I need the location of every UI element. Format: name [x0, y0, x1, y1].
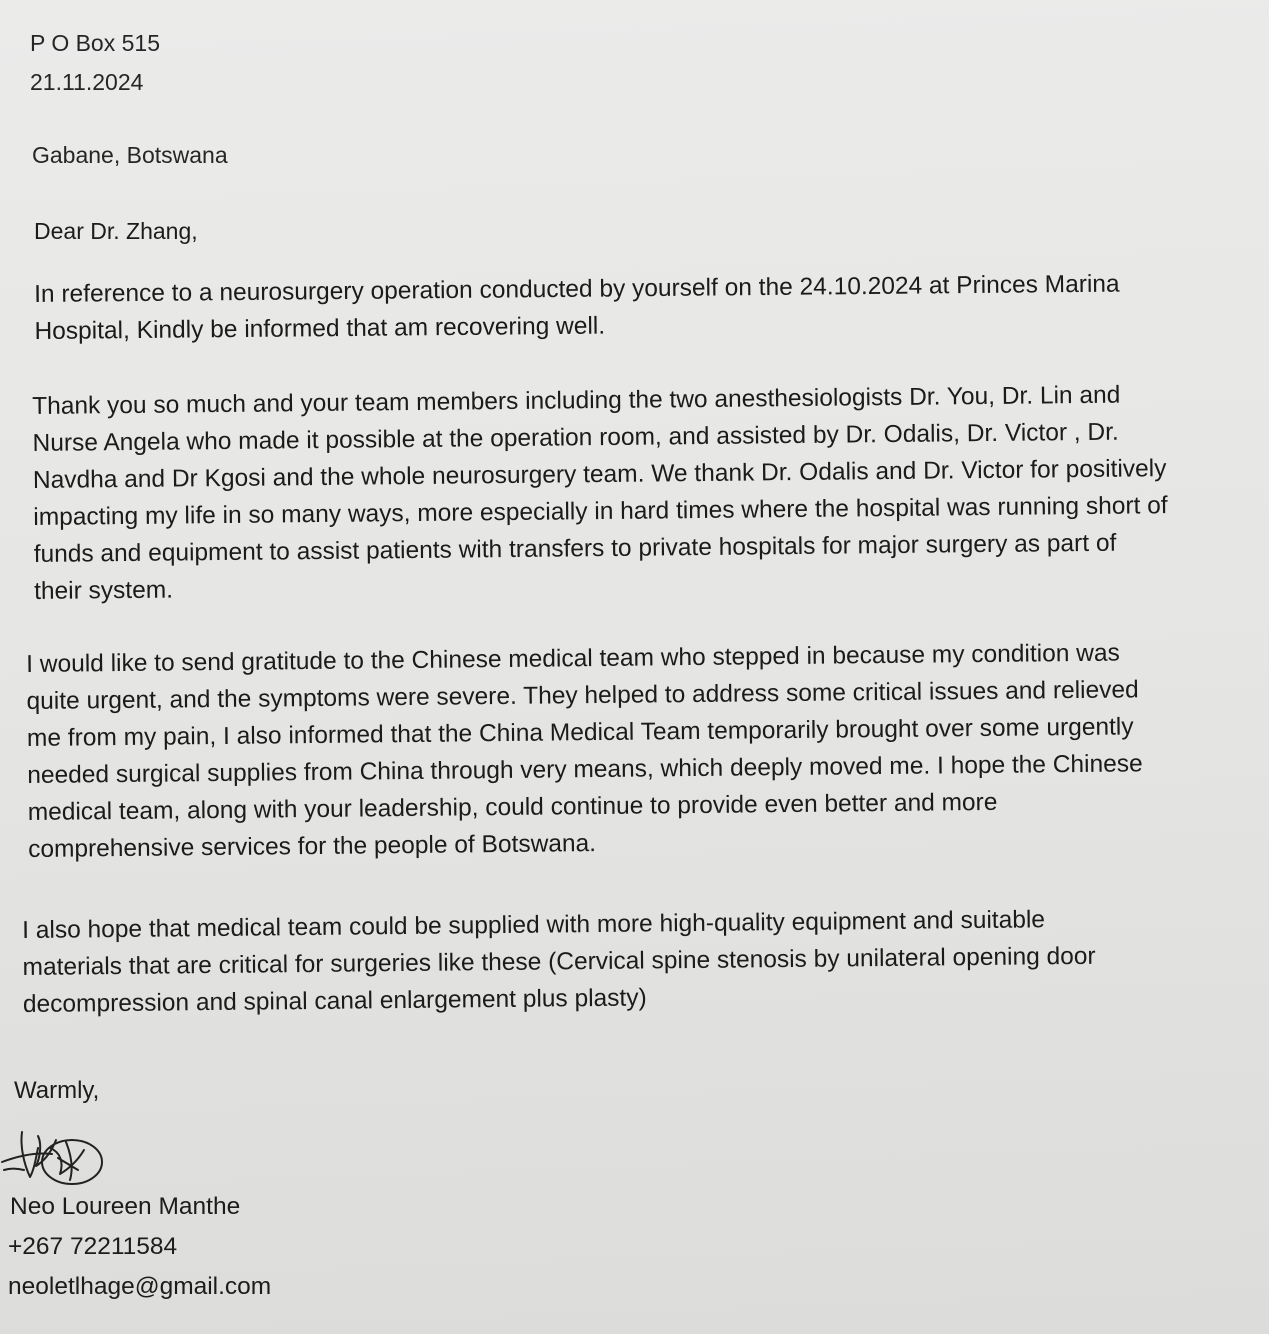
paragraph-line: materials that are critical for surgeries like these (Cervical spine stenosis by unilateral opening door: [22, 942, 1096, 981]
paragraph-line: decompression and spinal canal enlargement plus plasty): [22, 984, 647, 1018]
paragraph-line: their system.: [33, 576, 174, 605]
sender-email: neoletlhage@gmail.com: [8, 1273, 272, 1300]
paragraph-line: I would like to send gratitude to the Chinese medical team who stepped in because my condition was: [26, 639, 1120, 678]
paragraph-line: Navdha and Dr Kgosi and the whole neurosurgery team. We thank Dr. Odalis and Dr. Victor for positively: [32, 455, 1167, 494]
paragraph-4: [22, 901, 1096, 1023]
paragraph-line: me from my pain, I also informed that the China Medical Team temporarily brought over some urgently: [26, 713, 1134, 752]
sender-location: Gabane, Botswana: [32, 142, 228, 168]
paragraph-line: quite urgent, and the symptoms were severe. They helped to address some critical issues and relieved: [26, 676, 1139, 715]
signature-image: [0, 1122, 110, 1192]
paragraph-line: needed surgical supplies from China through very means, which deeply moved me. I hope the Chinese: [27, 750, 1143, 789]
po-box: P O Box 515: [30, 30, 160, 56]
paragraph-line: Thank you so much and your team members including the two anesthesiologists Dr. You, Dr. Lin and: [32, 381, 1121, 420]
paragraph-3: [26, 634, 1144, 868]
paragraph-line: funds and equipment to assist patients with transfers to private hospitals for major surgery as part of: [33, 529, 1117, 568]
paragraph-line: impacting my life in so many ways, more especially in hard times where the hospital was running short of: [33, 492, 1168, 531]
paragraph-line: In reference to a neurosurgery operation conducted by yourself on the 24.10.2024 at Princes Marina: [34, 270, 1120, 308]
salutation: Dear Dr. Zhang,: [34, 218, 198, 244]
closing: Warmly,: [14, 1077, 100, 1104]
paragraph-2: [32, 376, 1169, 610]
paragraph-line: Nurse Angela who made it possible at the operation room, and assisted by Dr. Odalis, Dr. Victor , Dr.: [32, 418, 1119, 457]
paragraph-line: medical team, along with your leadership, could continue to provide even better and more: [27, 788, 998, 826]
sender-phone: +267 72211584: [8, 1233, 178, 1260]
paragraph-1: [34, 266, 1120, 350]
paragraph-line: I also hope that medical team could be supplied with more high-quality equipment and suitable: [22, 906, 1046, 944]
paragraph-line: Hospital, Kindly be informed that am recovering well.: [34, 312, 606, 345]
sender-name: Neo Loureen Manthe: [10, 1193, 241, 1220]
paragraph-line: comprehensive services for the people of Botswana.: [27, 830, 597, 863]
letter-date: 21.11.2024: [30, 69, 144, 95]
